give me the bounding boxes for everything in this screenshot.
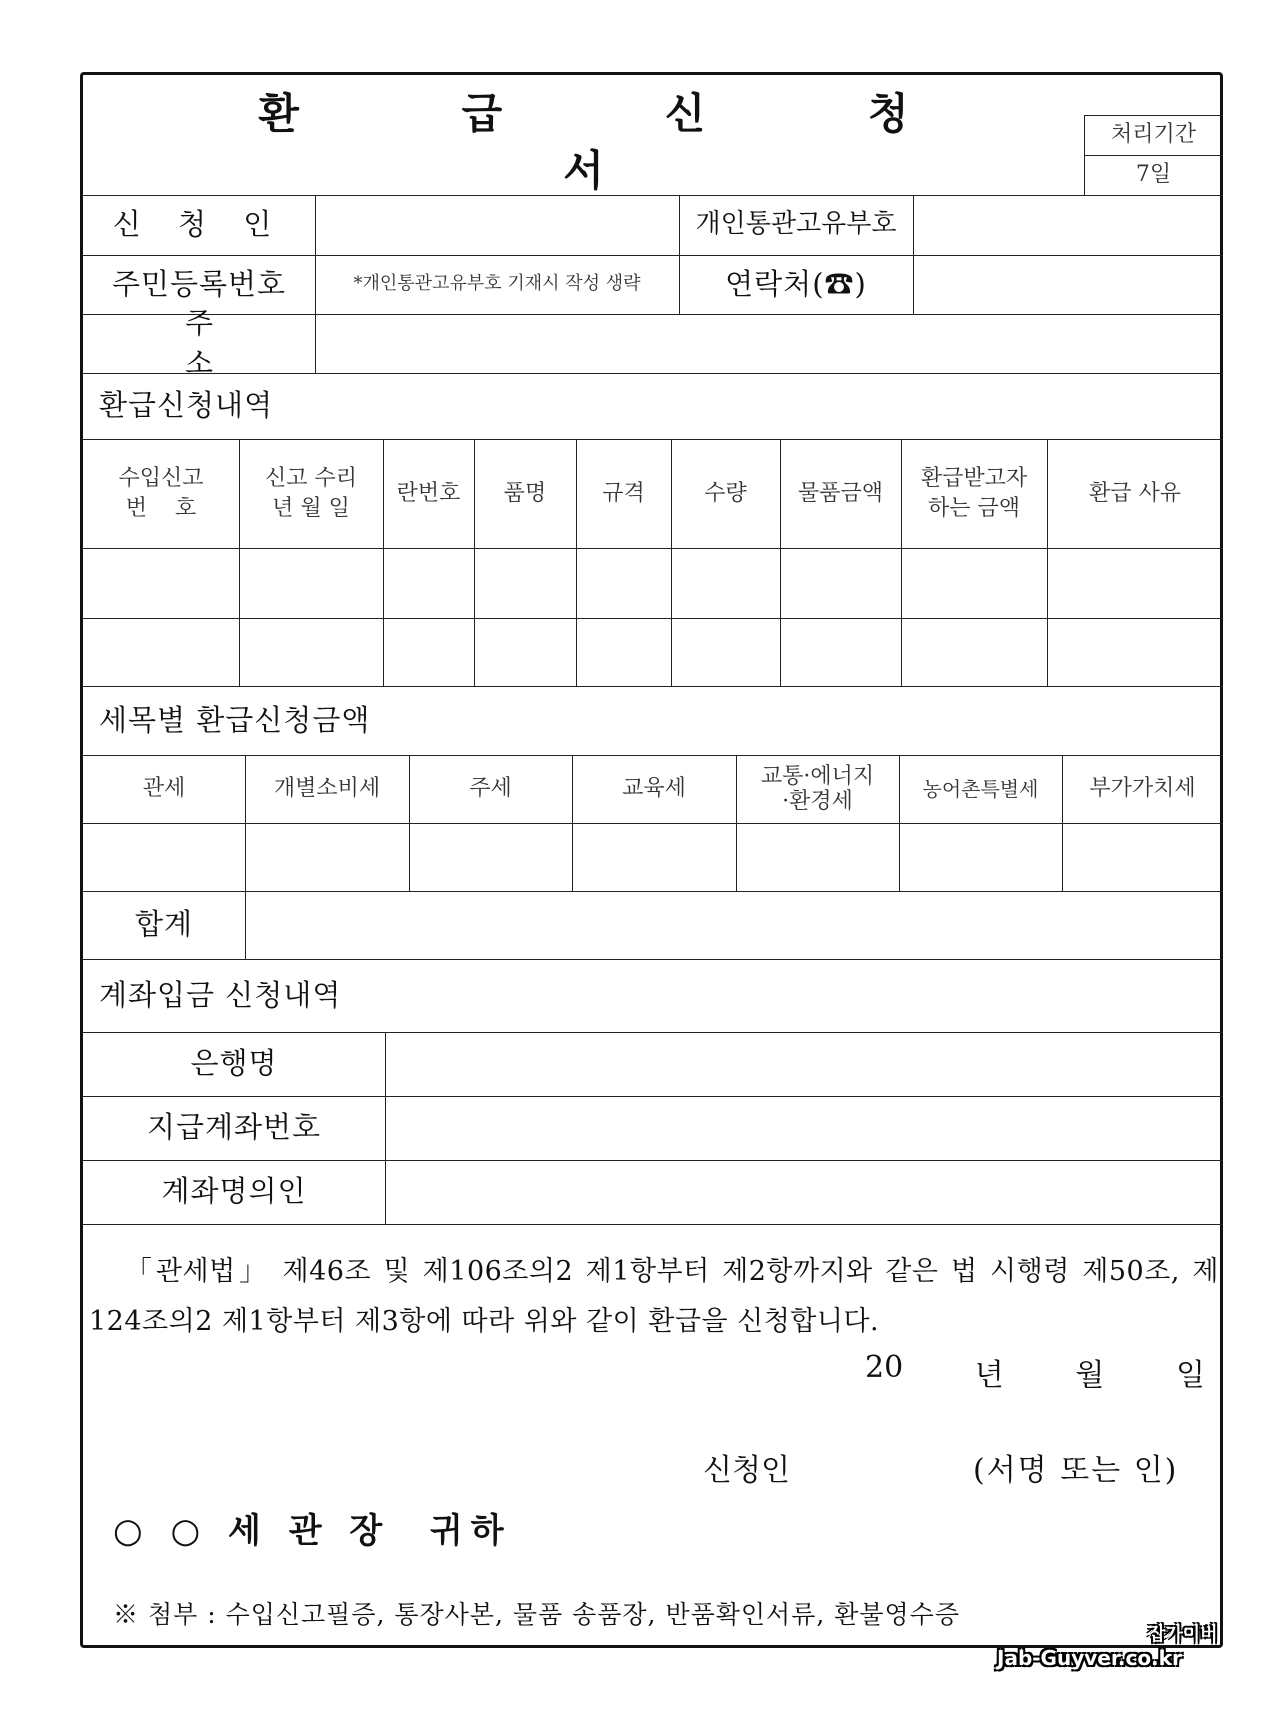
recipient: ○ ○ 세 관 장 귀하 — [113, 1511, 512, 1551]
applicant-name-label: 신 청 인 — [112, 207, 286, 242]
applicant-name-field[interactable] — [315, 195, 679, 255]
customs-id-label: 개인통관고유부호 — [695, 209, 897, 240]
account-holder-label: 계좌명의인 — [161, 1174, 307, 1209]
total-label: 합계 — [134, 907, 194, 942]
bank-name-label: 은행명 — [190, 1046, 278, 1081]
header-item-name: 품명 — [503, 480, 547, 506]
address-label: 주 소 — [184, 306, 273, 380]
header-individual-consumption-tax: 개별소비세 — [273, 776, 381, 802]
bank-name-field[interactable] — [385, 1032, 1223, 1096]
rrn-field-note[interactable]: *개인통관고유부호 기재시 작성 생략 — [353, 273, 641, 295]
watermark-url: Jab-Guyver.co.kr — [997, 1646, 1182, 1670]
refund-row[interactable] — [83, 548, 1223, 618]
account-holder-field[interactable] — [385, 1160, 1223, 1224]
processing-period-label: 처리기간 — [1110, 122, 1196, 148]
header-customs-duty: 관세 — [142, 776, 186, 802]
processing-period-value: 7일 — [1135, 162, 1172, 188]
header-import-declaration-no: 수입신고 번 호 — [118, 465, 204, 521]
header-refund-reason: 환급 사유 — [1088, 480, 1181, 506]
header-refund-amount: 환급받고자 하는 금액 — [920, 465, 1028, 521]
header-specification: 규격 — [602, 480, 645, 506]
header-vat: 부가가치세 — [1089, 776, 1196, 802]
contact-label: 연락처(☎) — [725, 266, 867, 301]
header-quantity: 수량 — [704, 480, 747, 506]
attachments-note: ※ 첨부 : 수입신고필증, 통장사본, 물품 송품장, 반품확인서류, 환불영수증 — [113, 1600, 960, 1629]
address-field[interactable] — [315, 314, 1223, 373]
header-transport-energy-env-tax: 교통·에너지 ·환경세 — [760, 763, 875, 814]
rrn-label: 주민등록번호 — [111, 266, 287, 301]
customs-id-field[interactable] — [913, 195, 1223, 255]
refund-row[interactable] — [83, 618, 1223, 686]
bank-section-title: 계좌입금 신청내역 — [99, 977, 342, 1012]
refund-application-form — [80, 72, 1223, 1648]
header-item-line-no: 란번호 — [396, 480, 461, 506]
contact-field[interactable] — [913, 255, 1223, 314]
form-title: 환 급 신 청 서 — [258, 88, 983, 195]
date-day-unit: 일 — [1175, 1358, 1205, 1393]
watermark-korean: 잡가이버 — [1148, 1624, 1218, 1645]
date-year[interactable]: 20 — [865, 1350, 904, 1385]
header-education-tax: 교육세 — [622, 776, 686, 802]
total-field[interactable] — [245, 891, 1223, 959]
header-rural-special-tax: 농어촌특별세 — [922, 776, 1039, 801]
date-month-unit: 월 — [1075, 1358, 1105, 1393]
account-number-field[interactable] — [385, 1096, 1223, 1160]
account-number-label: 지급계좌번호 — [146, 1110, 322, 1145]
signer-label: 신청인 — [703, 1453, 790, 1488]
tax-amount-row[interactable] — [83, 823, 1223, 891]
header-liquor-tax: 주세 — [469, 776, 512, 802]
header-acceptance-date: 신고 수리 년 월 일 — [264, 465, 357, 521]
declaration-text: 「관세법」 제46조 및 제106조의2 제1항부터 제2항까지와 같은 법 시행령 제50조, 제124조의2 제1항부터 제3항에 따라 위와 같이 환급을 신청합니다. — [89, 1256, 1219, 1337]
date-year-unit: 년 — [974, 1358, 1004, 1393]
signature-field[interactable]: (서명 또는 인) — [973, 1453, 1179, 1488]
tax-amounts-section-title: 세목별 환급신청금액 — [99, 702, 371, 737]
refund-details-section-title: 환급신청내역 — [99, 388, 274, 423]
header-goods-amount: 물품금액 — [797, 480, 883, 506]
date-line — [865, 1350, 1205, 1395]
